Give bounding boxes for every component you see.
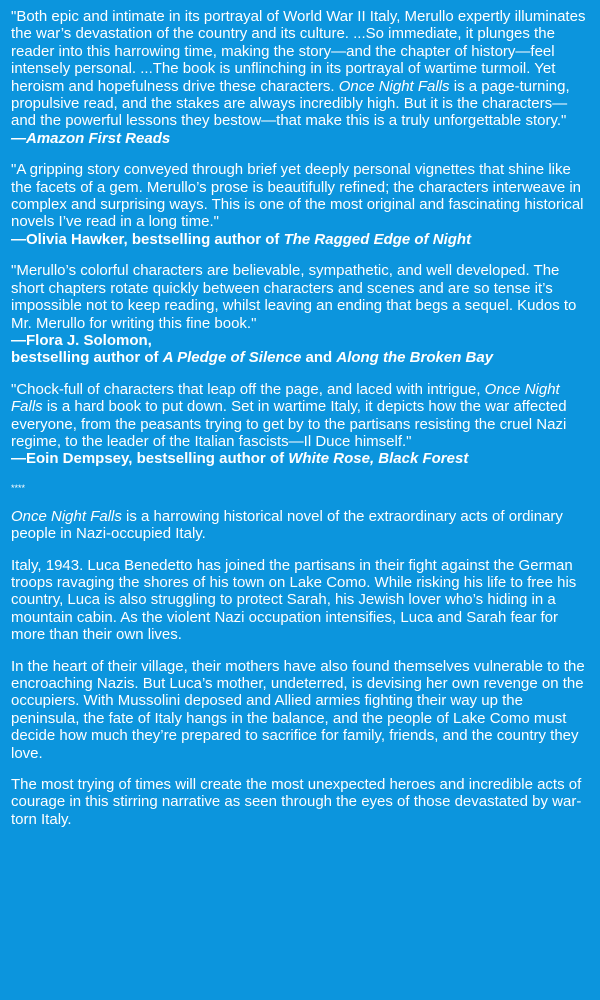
review-quote: "Merullo’s colorful characters are believable, sympathetic, and well developed. The short chapters rotate quickly between characters and scenes and are so tense it’s impossible not to keep reading, whilst leaving an ending that begs a sequel. Kudos to Mr. Merullo for writing this fine book." bbox=[11, 262, 577, 332]
quote-text: is a hard book to put down. Set in wartime Italy, it depicts how the war affected everyone, from the peasants trying to get by to the partisans resisting the cruel Nazi regime, to the leader of the Italian fascists—Il Duce himself." bbox=[11, 398, 567, 450]
book-title: White Rose, Black Forest bbox=[288, 450, 469, 468]
attribution-text: bestselling author of bbox=[11, 349, 163, 367]
review-attribution bbox=[11, 130, 590, 147]
description-paragraph: The most trying of times will create the most unexpected heroes and incredible acts of courage in this stirring narrative as seen through the eyes of those devastated by war-torn Italy. bbox=[11, 776, 582, 828]
attribution-text: and bbox=[301, 349, 337, 367]
section-separator: **** bbox=[11, 482, 26, 493]
quote-text: "Chock-full of characters that leap off the page, and laced with intrigue, bbox=[11, 380, 485, 398]
description-paragraph: Italy, 1943. Luca Benedetto has joined the partisans in their fight against the German troops ravaging the shores of his town on Lake Como. While risking his life to free his country, Luca is also struggling to protect Sarah, his Jewish lover who’s hiding in a mountain cabin. As the violent Nazi occupation intensifies, Luca and Sarah fear for more than their own lives. bbox=[11, 556, 577, 644]
description-intro bbox=[11, 508, 590, 543]
review-attribution bbox=[11, 450, 590, 467]
book-title: Along the Broken Bay bbox=[336, 349, 494, 367]
review-attribution bbox=[11, 332, 590, 367]
description-paragraph: In the heart of their village, their mothers have also found themselves vulnerable to the encroaching Nazis. But Luca’s mother, undeterred, is devising her own revenge on the occupiers. With Mussolini deposed and Allied armies fighting their way up the peninsula, the fate of Italy hangs in the balance, and the people of Lake Como must decide how much they’re prepared to sacrifice for family, friends, and the country they love. bbox=[11, 657, 585, 762]
book-title: The Ragged Edge of Night bbox=[283, 230, 472, 248]
attribution-text: —Olivia Hawker, bestselling author of bbox=[11, 230, 284, 248]
review-amazon-first-reads bbox=[11, 8, 590, 147]
review-quote bbox=[11, 381, 590, 451]
description-text: is a harrowing historical novel of the extraordinary acts of ordinary people in Nazi-occupied Italy. bbox=[11, 507, 563, 543]
attribution-text: —Eoin Dempsey, bestselling author of bbox=[11, 450, 289, 468]
review-attribution bbox=[11, 231, 590, 248]
book-title: A Pledge of Silence bbox=[162, 349, 302, 367]
quote-text: is a page-turning, propulsive read, and the stakes are always incredibly high. But it is the characters—and the powerful lessons they bestow—that make this is a truly unforgettable story." bbox=[11, 77, 570, 130]
review-quote bbox=[11, 8, 590, 130]
quote-text: "Both epic and intimate in its portrayal of World War II Italy, Merullo expertly illuminates the war’s devastation of the country and its culture. ...So immediate, it plunges the reader into this harrowing time, making the story—and the chapter of history—feel intensely personal. ...The book is unflinching in its portrayal of wartime turmoil. Yet heroism and hopefulness drive these characters. bbox=[11, 8, 586, 95]
attribution-text: —Flora J. Solomon, bbox=[11, 331, 152, 349]
review-olivia-hawker bbox=[11, 161, 590, 248]
book-title: Once Night Falls bbox=[338, 77, 450, 95]
review-flora-solomon bbox=[11, 262, 590, 366]
book-title: Once Night Falls bbox=[11, 380, 560, 416]
book-title: Once Night Falls bbox=[11, 507, 122, 525]
review-eoin-dempsey bbox=[11, 381, 590, 468]
review-quote: "A gripping story conveyed through brief yet deeply personal vignettes that shine like the facets of a gem. Merullo’s prose is beautifully refined; the characters interweave in complex and surprising ways. This is one of the most original and fascinating historical novels I’ve read in a long time." bbox=[11, 161, 584, 231]
attribution-text: —Amazon First Reads bbox=[11, 129, 171, 147]
